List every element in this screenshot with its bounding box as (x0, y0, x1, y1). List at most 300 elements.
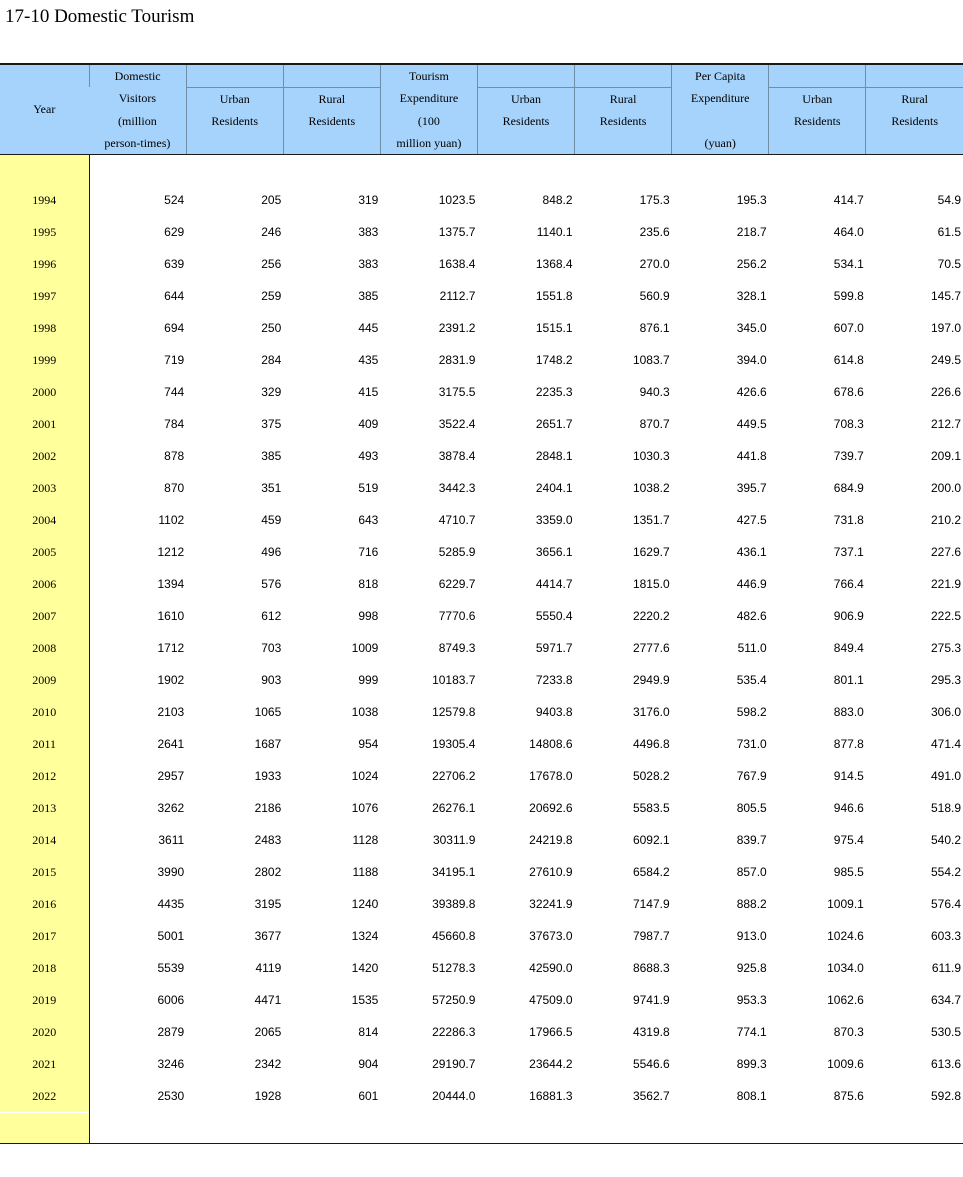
per-capita-urban-cell: 684.9 (833, 481, 864, 495)
visitors-urban-cell: 1933 (254, 769, 282, 783)
visitors-urban-cell: 576 (261, 577, 282, 591)
per-capita-urban-cell: 883.0 (833, 705, 864, 719)
header-expenditure-rural-line2: Residents (575, 110, 672, 155)
per-capita-expenditure-cell: 218.7 (736, 225, 767, 239)
header-domestic-visitors-line1: Domestic (89, 64, 186, 87)
domestic-visitors-cell: 1102 (158, 513, 185, 527)
header-tourism-expenditure-line1: Tourism (380, 64, 477, 87)
year-cell: 2011 (0, 728, 89, 760)
per-capita-urban-cell: 1009.6 (827, 1057, 864, 1071)
expenditure-urban-cell: 9403.8 (535, 705, 573, 719)
table-row (0, 537, 963, 569)
expenditure-rural-cell: 4496.8 (632, 737, 670, 751)
header-expenditure-rural-line1: Rural (575, 87, 672, 110)
year-cell: 1997 (0, 280, 89, 312)
visitors-rural-cell: 1024 (351, 769, 379, 783)
header-per-capita-line1: Per Capita (672, 64, 769, 87)
tourism-expenditure-cell: 1375.7 (438, 225, 476, 239)
domestic-visitors-cell: 3246 (157, 1057, 185, 1071)
per-capita-rural-cell: 61.5 (937, 225, 961, 239)
expenditure-urban-cell: 16881.3 (529, 1089, 573, 1103)
per-capita-urban-cell: 906.9 (833, 609, 864, 623)
visitors-urban-cell: 703 (261, 641, 282, 655)
year-cell: 2016 (0, 888, 89, 920)
per-capita-expenditure-cell: 256.2 (736, 257, 767, 271)
year-cell (0, 1113, 89, 1143)
tourism-expenditure-cell: 4710.7 (438, 513, 476, 527)
domestic-visitors-cell: 2957 (157, 769, 185, 783)
expenditure-urban-cell: 42590.0 (529, 961, 573, 975)
table-row (0, 793, 963, 825)
table-row (0, 857, 963, 889)
per-capita-expenditure-cell: 767.9 (736, 769, 767, 783)
tourism-expenditure-cell: 3878.4 (438, 449, 476, 463)
expenditure-urban-cell: 37673.0 (529, 929, 573, 943)
per-capita-rural-cell: 540.2 (930, 833, 961, 847)
domestic-visitors-cell: 2103 (157, 705, 185, 719)
per-capita-rural-cell: 249.5 (930, 353, 961, 367)
visitors-rural-cell: 383 (358, 257, 379, 271)
per-capita-urban-cell: 534.1 (833, 257, 864, 271)
per-capita-urban-cell: 946.6 (833, 801, 864, 815)
year-cell: 2007 (0, 600, 89, 632)
table-row (0, 921, 963, 953)
per-capita-expenditure-cell: 441.8 (736, 449, 767, 463)
visitors-rural-cell: 415 (358, 385, 379, 399)
per-capita-urban-cell: 849.4 (833, 641, 864, 655)
per-capita-expenditure-cell: 899.3 (736, 1057, 767, 1071)
per-capita-urban-cell: 414.7 (833, 193, 864, 207)
year-cell: 2005 (0, 536, 89, 568)
expenditure-urban-cell: 20692.6 (529, 801, 573, 815)
per-capita-expenditure-cell: 598.2 (736, 705, 767, 719)
table-row (0, 217, 963, 249)
expenditure-rural-cell: 7147.9 (632, 897, 670, 911)
per-capita-urban-cell: 877.8 (833, 737, 864, 751)
per-capita-expenditure-cell: 482.6 (736, 609, 767, 623)
visitors-rural-cell: 1535 (351, 993, 379, 1007)
visitors-rural-cell: 435 (358, 353, 379, 367)
table-row (0, 313, 963, 345)
table-row (0, 633, 963, 665)
expenditure-rural-cell: 4319.8 (632, 1025, 670, 1039)
visitors-urban-cell: 4119 (255, 961, 282, 975)
per-capita-expenditure-cell: 953.3 (736, 993, 767, 1007)
expenditure-urban-cell: 1748.2 (535, 353, 573, 367)
year-cell: 2010 (0, 696, 89, 728)
domestic-visitors-cell: 2530 (157, 1089, 185, 1103)
expenditure-urban-cell: 848.2 (542, 193, 573, 207)
visitors-urban-cell: 3677 (254, 929, 282, 943)
domestic-visitors-cell: 2879 (157, 1025, 185, 1039)
table-row (0, 729, 963, 761)
year-cell: 2004 (0, 504, 89, 536)
year-cell: 2013 (0, 792, 89, 824)
table-row (0, 569, 963, 601)
per-capita-expenditure-cell: 925.8 (736, 961, 767, 975)
tourism-expenditure-cell: 51278.3 (432, 961, 476, 975)
year-cell (0, 154, 89, 185)
per-capita-rural-cell: 54.9 (937, 193, 961, 207)
visitors-rural-cell: 1009 (351, 641, 379, 655)
year-cell: 2018 (0, 952, 89, 984)
visitors-rural-cell: 445 (358, 321, 379, 335)
visitors-rural-cell: 409 (358, 417, 379, 431)
visitors-urban-cell: 205 (261, 193, 282, 207)
year-cell: 1998 (0, 312, 89, 344)
year-cell: 2020 (0, 1016, 89, 1048)
visitors-urban-cell: 259 (261, 289, 282, 303)
table-row (0, 953, 963, 985)
per-capita-rural-cell: 471.4 (930, 737, 961, 751)
expenditure-rural-cell: 175.3 (639, 193, 670, 207)
table-row (0, 889, 963, 921)
expenditure-rural-cell: 560.9 (639, 289, 670, 303)
per-capita-rural-cell: 275.3 (930, 641, 961, 655)
per-capita-expenditure-cell: 394.0 (736, 353, 767, 367)
expenditure-urban-cell: 27610.9 (529, 865, 573, 879)
per-capita-expenditure-cell: 195.3 (736, 193, 767, 207)
table-row (0, 249, 963, 281)
per-capita-urban-cell: 766.4 (833, 577, 864, 591)
domestic-visitors-cell: 1394 (157, 577, 185, 591)
expenditure-urban-cell: 2404.1 (535, 481, 573, 495)
domestic-visitors-cell: 5001 (157, 929, 185, 943)
visitors-urban-cell: 2483 (254, 833, 282, 847)
per-capita-urban-cell: 1062.6 (827, 993, 864, 1007)
expenditure-rural-cell: 1083.7 (632, 353, 670, 367)
header-per-capita-line3: (yuan) (672, 132, 769, 155)
domestic-visitors-cell: 1712 (157, 641, 185, 655)
tourism-expenditure-cell: 3442.3 (438, 481, 476, 495)
table-row (0, 409, 963, 441)
visitors-rural-cell: 1128 (352, 833, 379, 847)
visitors-rural-cell: 601 (358, 1089, 379, 1103)
visitors-urban-cell: 1687 (254, 737, 282, 751)
expenditure-urban-cell: 1368.4 (535, 257, 573, 271)
expenditure-rural-cell: 9741.9 (632, 993, 670, 1007)
domestic-visitors-cell: 639 (164, 257, 185, 271)
per-capita-expenditure-cell: 328.1 (736, 289, 767, 303)
domestic-visitors-cell: 2641 (157, 737, 185, 751)
per-capita-expenditure-cell: 535.4 (736, 673, 767, 687)
top-spacer-row (0, 154, 963, 185)
expenditure-urban-cell: 1551.8 (535, 289, 573, 303)
year-cell: 2015 (0, 856, 89, 888)
domestic-visitors-cell: 878 (164, 449, 185, 463)
visitors-rural-cell: 383 (358, 225, 379, 239)
table-row (0, 601, 963, 633)
year-cell: 2006 (0, 568, 89, 600)
per-capita-rural-cell: 295.3 (930, 673, 961, 687)
visitors-rural-cell: 519 (358, 481, 379, 495)
table-row (0, 441, 963, 473)
per-capita-rural-cell: 70.5 (937, 257, 961, 271)
table-row (0, 473, 963, 505)
per-capita-urban-cell: 1024.6 (827, 929, 864, 943)
per-capita-urban-cell: 708.3 (833, 417, 864, 431)
year-cell: 2009 (0, 664, 89, 696)
per-capita-rural-cell: 212.7 (930, 417, 961, 431)
expenditure-rural-cell: 3176.0 (632, 705, 670, 719)
expenditure-urban-cell: 4414.7 (535, 577, 573, 591)
expenditure-rural-cell: 940.3 (639, 385, 670, 399)
table-header (0, 64, 963, 154)
expenditure-urban-cell: 3656.1 (535, 545, 573, 559)
header-expenditure-urban-line2: Residents (477, 110, 574, 155)
expenditure-urban-cell: 5971.7 (535, 641, 573, 655)
tourism-expenditure-cell: 26276.1 (432, 801, 476, 815)
visitors-urban-cell: 256 (261, 257, 282, 271)
per-capita-rural-cell: 209.1 (930, 449, 961, 463)
domestic-visitors-cell: 1212 (157, 545, 185, 559)
per-capita-rural-cell: 634.7 (930, 993, 961, 1007)
visitors-urban-cell: 496 (261, 545, 282, 559)
visitors-urban-cell: 246 (261, 225, 282, 239)
domestic-visitors-cell: 3262 (157, 801, 185, 815)
per-capita-rural-cell: 554.2 (930, 865, 961, 879)
expenditure-urban-cell: 1140.1 (536, 225, 573, 239)
domestic-visitors-cell: 744 (164, 385, 185, 399)
expenditure-urban-cell: 17966.5 (529, 1025, 573, 1039)
header-visitors-urban-line2: Residents (186, 110, 283, 155)
per-capita-expenditure-cell: 395.7 (736, 481, 767, 495)
per-capita-urban-cell: 914.5 (833, 769, 864, 783)
per-capita-rural-cell: 222.5 (930, 609, 961, 623)
domestic-visitors-cell: 1610 (157, 609, 185, 623)
visitors-rural-cell: 716 (358, 545, 379, 559)
expenditure-urban-cell: 24219.8 (529, 833, 573, 847)
per-capita-urban-cell: 464.0 (833, 225, 864, 239)
per-capita-rural-cell: 221.9 (930, 577, 961, 591)
visitors-urban-cell: 2186 (254, 801, 282, 815)
per-capita-expenditure-cell: 774.1 (736, 1025, 767, 1039)
expenditure-rural-cell: 270.0 (639, 257, 670, 271)
header-domestic-visitors-line4: person-times) (89, 132, 186, 155)
tourism-expenditure-cell: 22706.2 (432, 769, 476, 783)
tourism-expenditure-cell: 7770.6 (438, 609, 476, 623)
per-capita-expenditure-cell: 808.1 (736, 1089, 767, 1103)
year-cell: 2022 (0, 1080, 89, 1112)
per-capita-expenditure-cell: 449.5 (736, 417, 767, 431)
expenditure-urban-cell: 32241.9 (529, 897, 573, 911)
domestic-tourism-table (0, 63, 963, 1144)
visitors-urban-cell: 4471 (254, 993, 282, 1007)
expenditure-rural-cell: 2777.6 (632, 641, 670, 655)
per-capita-expenditure-cell: 426.6 (736, 385, 767, 399)
table-row (0, 1081, 963, 1113)
year-cell: 1995 (0, 216, 89, 248)
per-capita-rural-cell: 613.6 (930, 1057, 961, 1071)
header-visitors-urban-line1: Urban (186, 87, 283, 110)
domestic-visitors-cell: 6006 (157, 993, 185, 1007)
expenditure-rural-cell: 2220.2 (632, 609, 670, 623)
header-tourism-expenditure-line4: million yuan) (380, 132, 477, 155)
expenditure-urban-cell: 14808.6 (529, 737, 573, 751)
year-cell: 2002 (0, 440, 89, 472)
table-row (0, 185, 963, 217)
year-cell: 2019 (0, 984, 89, 1016)
visitors-rural-cell: 493 (358, 449, 379, 463)
tourism-expenditure-cell: 2112.7 (439, 289, 476, 303)
visitors-rural-cell: 1038 (351, 705, 379, 719)
header-visitors-rural-line2: Residents (283, 110, 380, 155)
visitors-urban-cell: 375 (261, 417, 282, 431)
tourism-expenditure-cell: 1638.4 (438, 257, 476, 271)
page-title: 17-10 Domestic Tourism (5, 6, 195, 27)
expenditure-rural-cell: 870.7 (639, 417, 670, 431)
visitors-rural-cell: 814 (358, 1025, 379, 1039)
visitors-urban-cell: 2342 (254, 1057, 282, 1071)
per-capita-expenditure-cell: 913.0 (736, 929, 767, 943)
visitors-rural-cell: 1188 (352, 865, 379, 879)
per-capita-rural-cell: 200.0 (930, 481, 961, 495)
tourism-expenditure-cell: 57250.9 (432, 993, 476, 1007)
visitors-urban-cell: 2802 (254, 865, 282, 879)
per-capita-rural-cell: 518.9 (930, 801, 961, 815)
domestic-visitors-cell: 4435 (157, 897, 185, 911)
visitors-urban-cell: 612 (261, 609, 282, 623)
per-capita-urban-cell: 1009.1 (827, 897, 864, 911)
visitors-urban-cell: 459 (261, 513, 282, 527)
tourism-expenditure-cell: 29190.7 (432, 1057, 476, 1071)
expenditure-rural-cell: 1629.7 (632, 545, 670, 559)
per-capita-rural-cell: 210.2 (930, 513, 961, 527)
header-year: Year (0, 64, 89, 154)
header-visitors-rural-line1: Rural (283, 87, 380, 110)
per-capita-urban-cell: 975.4 (833, 833, 864, 847)
visitors-rural-cell: 954 (358, 737, 379, 751)
tourism-expenditure-cell: 45660.8 (432, 929, 476, 943)
year-cell: 2008 (0, 632, 89, 664)
header-per-capita-rural-line2: Residents (866, 110, 963, 155)
per-capita-expenditure-cell: 857.0 (736, 865, 767, 879)
expenditure-urban-cell: 2651.7 (535, 417, 573, 431)
per-capita-rural-cell: 603.3 (930, 929, 961, 943)
tourism-expenditure-cell: 2831.9 (438, 353, 476, 367)
header-domestic-visitors-line3: (million (89, 110, 186, 132)
table-body (0, 154, 963, 1143)
expenditure-rural-cell: 2949.9 (632, 673, 670, 687)
per-capita-expenditure-cell: 345.0 (736, 321, 767, 335)
tourism-expenditure-cell: 22286.3 (432, 1025, 476, 1039)
per-capita-rural-cell: 611.9 (931, 961, 961, 975)
domestic-visitors-cell: 3611 (158, 833, 185, 847)
year-cell: 2017 (0, 920, 89, 952)
per-capita-rural-cell: 226.6 (930, 385, 961, 399)
expenditure-urban-cell: 2848.1 (535, 449, 573, 463)
per-capita-expenditure-cell: 839.7 (736, 833, 767, 847)
tourism-expenditure-cell: 30311.9 (432, 833, 476, 847)
visitors-urban-cell: 351 (261, 481, 282, 495)
expenditure-urban-cell: 5550.4 (535, 609, 573, 623)
year-cell: 2021 (0, 1048, 89, 1080)
per-capita-rural-cell: 306.0 (930, 705, 961, 719)
header-expenditure-urban-line1: Urban (477, 87, 574, 110)
tourism-expenditure-cell: 34195.1 (432, 865, 476, 879)
visitors-rural-cell: 385 (358, 289, 379, 303)
visitors-rural-cell: 904 (358, 1057, 379, 1071)
per-capita-rural-cell: 592.8 (930, 1089, 961, 1103)
header-tourism-expenditure-line2: Expenditure (380, 87, 477, 110)
year-cell: 2001 (0, 408, 89, 440)
visitors-urban-cell: 1928 (254, 1089, 282, 1103)
domestic-visitors-cell: 3990 (157, 865, 185, 879)
header-per-capita-rural-line1: Rural (866, 87, 963, 110)
table-row (0, 1017, 963, 1049)
per-capita-expenditure-cell: 805.5 (736, 801, 767, 815)
per-capita-rural-cell: 530.5 (930, 1025, 961, 1039)
per-capita-urban-cell: 614.8 (833, 353, 864, 367)
expenditure-urban-cell: 47509.0 (529, 993, 573, 1007)
per-capita-expenditure-cell: 511.0 (737, 641, 767, 655)
year-cell: 2014 (0, 824, 89, 856)
domestic-visitors-cell: 1902 (157, 673, 185, 687)
year-cell: 2000 (0, 376, 89, 408)
visitors-rural-cell: 1324 (351, 929, 379, 943)
domestic-tourism-table-container (0, 63, 963, 1144)
per-capita-urban-cell: 985.5 (833, 865, 864, 879)
year-cell: 2003 (0, 472, 89, 504)
domestic-visitors-cell: 644 (164, 289, 185, 303)
tourism-expenditure-cell: 3175.5 (438, 385, 476, 399)
visitors-urban-cell: 3195 (254, 897, 282, 911)
table-row (0, 761, 963, 793)
expenditure-rural-cell: 5583.5 (632, 801, 670, 815)
tourism-expenditure-cell: 20444.0 (432, 1089, 476, 1103)
expenditure-urban-cell: 17678.0 (529, 769, 573, 783)
visitors-urban-cell: 1065 (254, 705, 282, 719)
per-capita-expenditure-cell: 446.9 (736, 577, 767, 591)
domestic-visitors-cell: 870 (164, 481, 185, 495)
visitors-rural-cell: 1076 (351, 801, 379, 815)
visitors-urban-cell: 2065 (254, 1025, 282, 1039)
per-capita-expenditure-cell: 888.2 (736, 897, 767, 911)
per-capita-expenditure-cell: 731.0 (736, 737, 767, 751)
expenditure-rural-cell: 7987.7 (632, 929, 670, 943)
table-row (0, 505, 963, 537)
domestic-visitors-cell: 629 (164, 225, 185, 239)
year-cell: 2012 (0, 760, 89, 792)
tourism-expenditure-cell: 8749.3 (438, 641, 476, 655)
header-per-capita-line2: Expenditure (672, 87, 769, 110)
tourism-expenditure-cell: 5285.9 (438, 545, 476, 559)
year-cell: 1996 (0, 248, 89, 280)
visitors-rural-cell: 998 (358, 609, 379, 623)
table-row (0, 697, 963, 729)
tourism-expenditure-cell: 6229.7 (438, 577, 476, 591)
expenditure-urban-cell: 7233.8 (535, 673, 573, 687)
domestic-visitors-cell: 784 (164, 417, 185, 431)
expenditure-rural-cell: 1030.3 (632, 449, 670, 463)
header-per-capita-urban-line1: Urban (769, 87, 866, 110)
visitors-urban-cell: 284 (261, 353, 282, 367)
table-row (0, 665, 963, 697)
header-domestic-visitors-line2: Visitors (89, 87, 186, 110)
header-per-capita-urban-line2: Residents (769, 110, 866, 155)
header-tourism-expenditure-line3: (100 (380, 110, 477, 132)
per-capita-urban-cell: 737.1 (833, 545, 864, 559)
expenditure-rural-cell: 8688.3 (632, 961, 670, 975)
tourism-expenditure-cell: 39389.8 (432, 897, 476, 911)
domestic-visitors-cell: 719 (164, 353, 185, 367)
expenditure-rural-cell: 3562.7 (632, 1089, 670, 1103)
visitors-urban-cell: 250 (261, 321, 282, 335)
expenditure-urban-cell: 3359.0 (535, 513, 573, 527)
year-cell: 1999 (0, 344, 89, 376)
visitors-urban-cell: 385 (261, 449, 282, 463)
expenditure-rural-cell: 876.1 (639, 321, 670, 335)
